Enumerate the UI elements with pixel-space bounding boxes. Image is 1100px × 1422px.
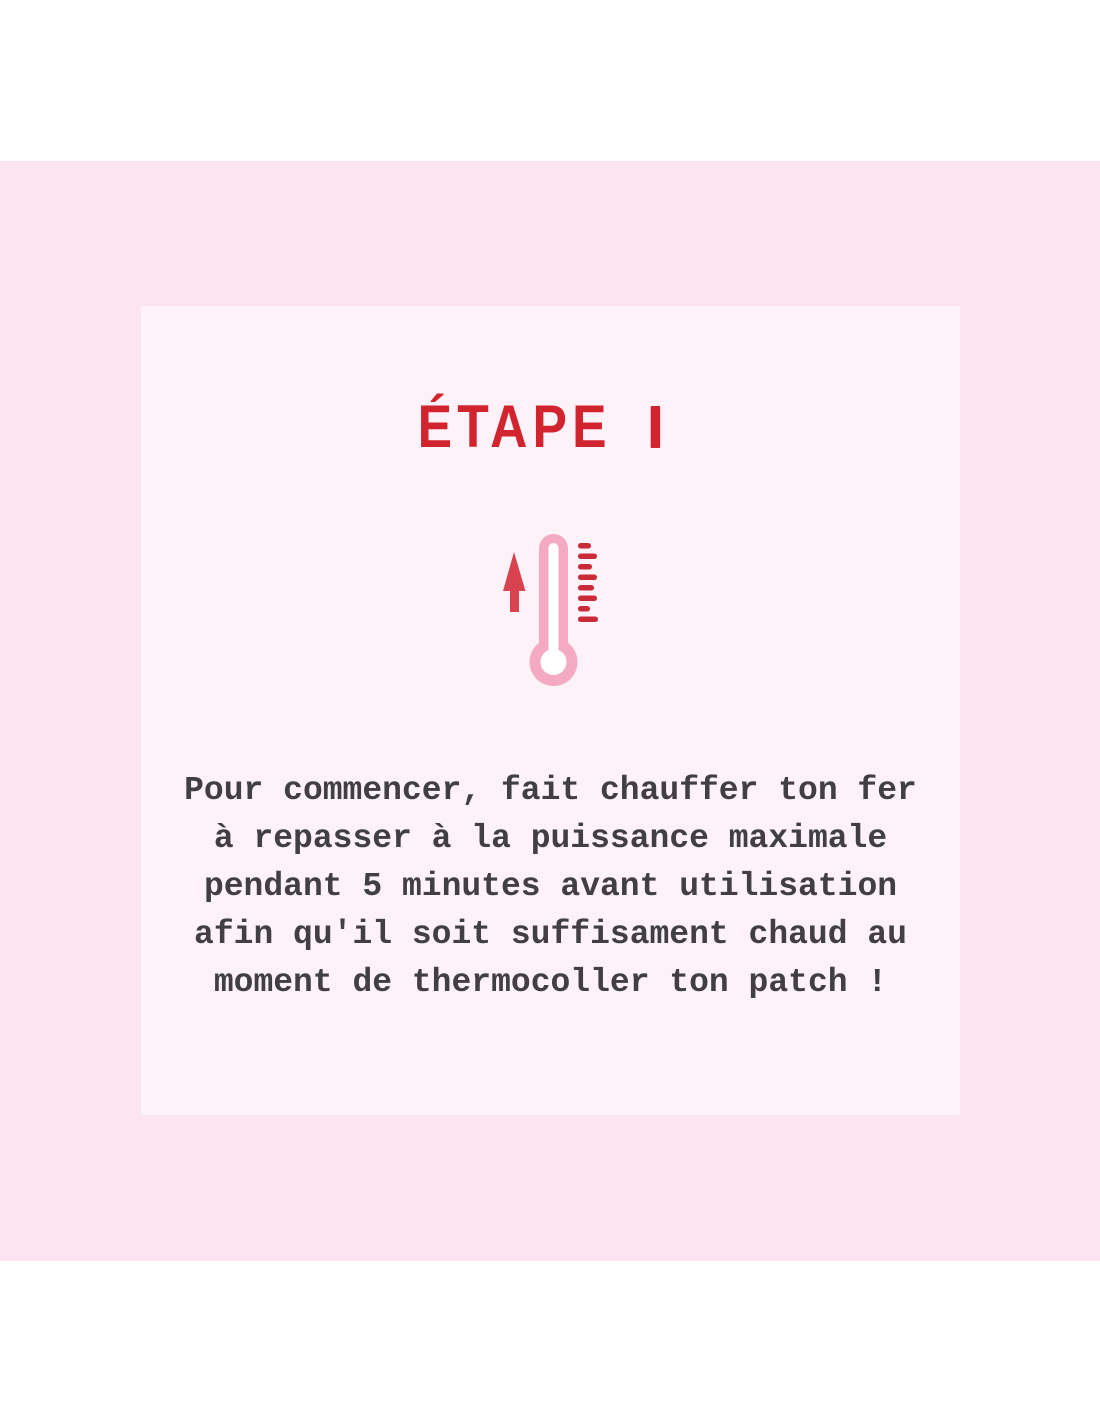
instruction-line: pendant 5 minutes avant utilisation: [203, 868, 898, 905]
step-card: [141, 306, 960, 1115]
temperature-up-arrow-icon: [503, 552, 526, 612]
thermometer-body: [530, 534, 578, 686]
thermometer-scale-ticks: [578, 543, 598, 622]
thermometer-rising-icon: [503, 532, 603, 692]
instruction-line: à repasser à la puissance maximale: [213, 820, 888, 857]
instruction-text: [141, 767, 960, 1007]
instruction-line: moment de thermocoller ton patch !: [213, 964, 888, 1001]
pink-panel: [0, 161, 1100, 1261]
step-title-number: [649, 392, 683, 461]
step-title-word: ÉTAPE: [417, 393, 612, 460]
step-title: [198, 392, 902, 461]
instruction-line: Pour commencer, fait chauffer ton fer: [184, 772, 917, 809]
instruction-line: afin qu'il soit suffisament chaud au: [194, 916, 907, 953]
